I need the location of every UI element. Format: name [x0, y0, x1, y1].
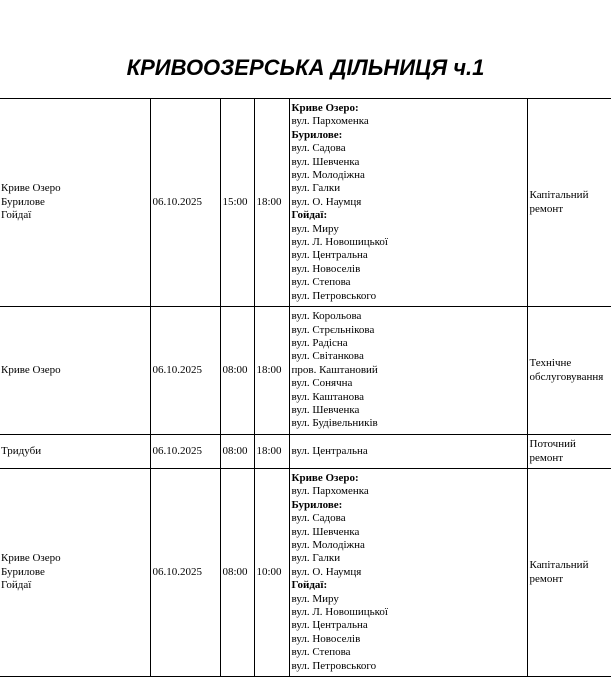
street-item: вул. Пархоменка	[291, 485, 369, 498]
street-item: вул. Садова	[291, 142, 346, 155]
work-type-text: обслуговування	[529, 370, 604, 383]
street-item: вул. Молодіжна	[291, 538, 365, 551]
start-time-cell: 08:00	[220, 435, 254, 469]
settlement-name: Бурилове	[1, 195, 45, 208]
street-item: вул. О. Наумця	[291, 195, 362, 208]
end-time-cell: 18:00	[254, 307, 289, 435]
street-item: вул. Новоселів	[291, 632, 361, 645]
street-item: вул. Молодіжна	[291, 168, 365, 181]
work-type-cell	[527, 99, 611, 307]
addresses-cell	[289, 435, 527, 469]
table-row	[0, 435, 611, 469]
street-item: вул. Шевченка	[291, 525, 360, 538]
settlement-group-heading: Бурилове:	[291, 498, 343, 511]
table-row	[0, 469, 611, 677]
work-type-text: ремонт	[529, 202, 564, 215]
street-item: вул. Л. Новошицької	[291, 236, 388, 249]
settlement-group-heading: Криве Озеро:	[291, 101, 359, 114]
street-item: вул. Галки	[291, 552, 341, 565]
work-type-text: ремонт	[529, 451, 564, 464]
end-time-cell: 18:00	[254, 99, 289, 307]
settlements-cell	[0, 307, 150, 435]
date-cell: 06.10.2025	[150, 435, 220, 469]
street-item: вул. Центральна	[291, 444, 368, 457]
work-type-text: Капітальний	[529, 189, 589, 202]
street-item: вул. Корольова	[291, 310, 362, 323]
work-type-text: Поточний	[529, 438, 576, 451]
street-item: вул. Миру	[291, 222, 339, 235]
work-type-cell	[527, 469, 611, 677]
street-item: вул. Світанкова	[291, 350, 364, 363]
street-item: пров. Каштановий	[291, 363, 378, 376]
end-time-cell: 18:00	[254, 435, 289, 469]
start-time-cell: 08:00	[220, 469, 254, 677]
street-item: вул. О. Наумця	[291, 565, 362, 578]
street-item: вул. Степова	[291, 276, 351, 289]
table-row	[0, 307, 611, 435]
street-item: вул. Садова	[291, 512, 346, 525]
outage-schedule-table	[0, 98, 611, 677]
street-item: вул. Будівельників	[291, 417, 378, 430]
settlement-name: Бурилове	[1, 565, 45, 578]
work-type-cell	[527, 307, 611, 435]
street-item: вул. Галки	[291, 182, 341, 195]
addresses-cell	[289, 307, 527, 435]
street-item: вул. Пархоменка	[291, 115, 369, 128]
street-item: вул. Центральна	[291, 619, 368, 632]
street-item: вул. Центральна	[291, 249, 368, 262]
work-type-text: Капітальний	[529, 559, 589, 572]
settlements-cell	[0, 99, 150, 307]
settlement-group-heading: Гойдаї:	[291, 209, 328, 222]
date-cell: 06.10.2025	[150, 99, 220, 307]
date-cell: 06.10.2025	[150, 469, 220, 677]
street-item: вул. Петровського	[291, 659, 377, 672]
street-item: вул. Каштанова	[291, 390, 365, 403]
end-time-cell: 10:00	[254, 469, 289, 677]
street-item: вул. Миру	[291, 592, 339, 605]
settlement-name: Гойдаї	[1, 579, 32, 592]
street-item: вул. Шевченка	[291, 155, 360, 168]
work-type-text: Технічне	[529, 357, 572, 370]
settlement-name: Криве Озеро	[1, 363, 61, 376]
date-cell: 06.10.2025	[150, 307, 220, 435]
settlements-cell	[0, 469, 150, 677]
settlements-cell	[0, 435, 150, 469]
street-item: вул. Л. Новошицької	[291, 606, 388, 619]
settlement-name: Криве Озеро	[1, 552, 61, 565]
start-time-cell: 15:00	[220, 99, 254, 307]
addresses-cell	[289, 99, 527, 307]
start-time-cell: 08:00	[220, 307, 254, 435]
settlement-group-heading: Бурилове:	[291, 128, 343, 141]
settlement-group-heading: Гойдаї:	[291, 579, 328, 592]
table-row	[0, 99, 611, 307]
street-item: вул. Сонячна	[291, 377, 353, 390]
street-item: вул. Степова	[291, 646, 351, 659]
work-type-text: ремонт	[529, 572, 564, 585]
work-type-cell	[527, 435, 611, 469]
settlement-name: Тридуби	[1, 444, 42, 457]
addresses-cell	[289, 469, 527, 677]
settlement-name: Гойдаї	[1, 209, 32, 222]
street-item: вул. Петровського	[291, 289, 377, 302]
street-item: вул. Новоселів	[291, 262, 361, 275]
street-item: вул. Шевченка	[291, 404, 360, 417]
settlement-name: Криве Озеро	[1, 182, 61, 195]
street-item: вул. Радісна	[291, 336, 348, 349]
page-title: КРИВООЗЕРСЬКА ДІЛЬНИЦЯ ч.1	[126, 55, 485, 80]
settlement-group-heading: Криве Озеро:	[291, 471, 359, 484]
street-item: вул. Стрєльнікова	[291, 323, 375, 336]
